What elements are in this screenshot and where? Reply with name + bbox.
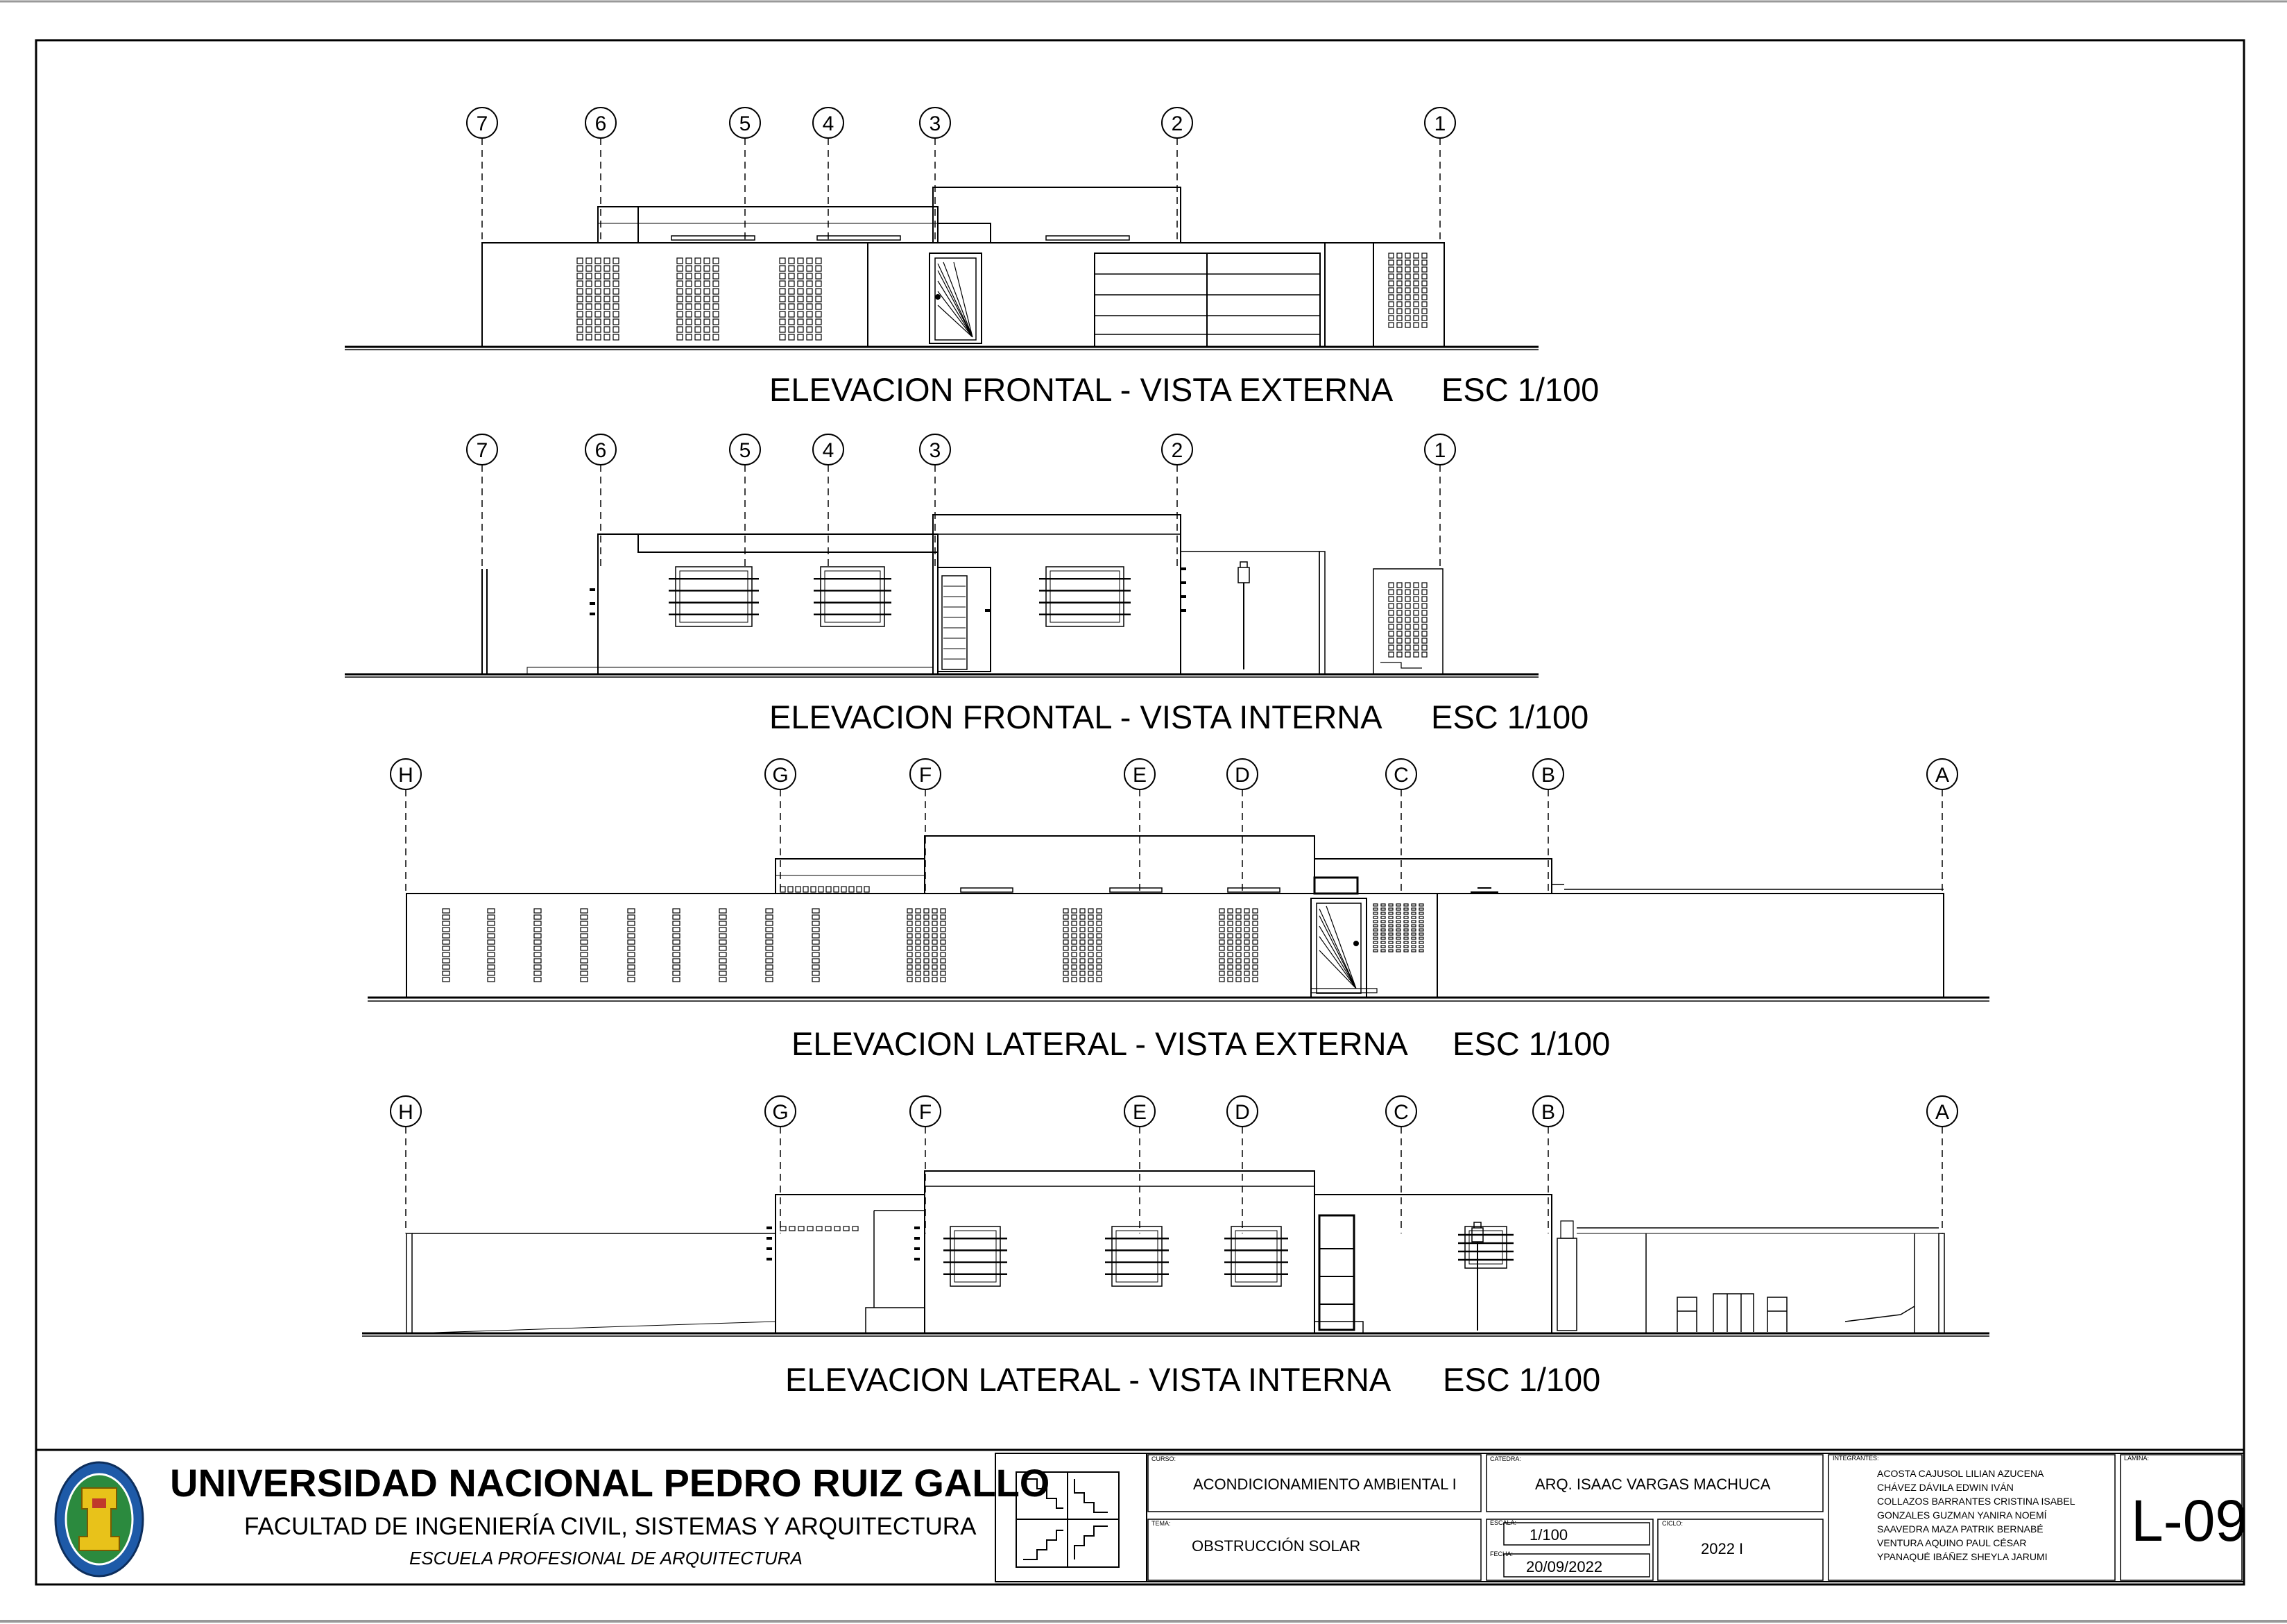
axis-label-7: 7 <box>476 439 488 462</box>
axis-label-a: A <box>1935 764 1950 787</box>
elevation-frontal-interna <box>345 434 1539 677</box>
ciclo-label: CICLO: <box>1662 1520 1684 1527</box>
university-logo <box>55 1462 143 1576</box>
integrante-name: ACOSTA CAJUSOL LILIAN AZUCENA <box>1877 1468 2044 1479</box>
escala-value: 1/100 <box>1530 1526 1568 1544</box>
axis-label-2: 2 <box>1171 439 1183 462</box>
axis-markers-lateral-interna <box>391 1096 1958 1233</box>
integrante-name: VENTURA AQUINO PAUL CÉSAR <box>1877 1537 2027 1548</box>
axis-markers-frontal-externa <box>467 108 1455 243</box>
axis-label-6: 6 <box>594 112 607 135</box>
axis-label-f: F <box>918 764 932 787</box>
axis-label-4: 4 <box>822 112 834 135</box>
integrante-name: SAAVEDRA MAZA PATRIK BERNABÉ <box>1877 1523 2044 1535</box>
axis-label-e: E <box>1132 1101 1147 1124</box>
title-block <box>36 1450 2247 1582</box>
axis-label-e: E <box>1132 764 1147 787</box>
axis-label-g: G <box>772 764 789 787</box>
axis-label-1: 1 <box>1434 112 1446 135</box>
axis-label-h: H <box>398 764 413 787</box>
drawing-scale-frontal-interna: ESC 1/100 <box>1431 699 1589 735</box>
integrante-name: GONZALES GUZMAN YANIRA NOEMÍ <box>1877 1510 2047 1521</box>
tema-label: TEMA: <box>1151 1520 1171 1527</box>
fecha-label: FECHA: <box>1490 1550 1514 1557</box>
axis-label-d: D <box>1235 1101 1250 1124</box>
faculty-name: FACULTAD DE INGENIERÍA CIVIL, SISTEMAS Y ARQUITECTURA <box>244 1513 977 1540</box>
axis-label-f: F <box>918 1101 932 1124</box>
catedra-value: ARQ. ISAAC VARGAS MACHUCA <box>1535 1476 1771 1493</box>
drawing-scale-frontal-externa: ESC 1/100 <box>1441 371 1600 408</box>
catedra-label: CATEDRA: <box>1490 1455 1521 1462</box>
axis-label-4: 4 <box>822 439 834 462</box>
elevation-lateral-externa <box>368 759 1989 1001</box>
axis-markers-frontal-interna <box>467 434 1455 569</box>
axis-label-3: 3 <box>929 439 941 462</box>
axis-label-b: B <box>1541 764 1556 787</box>
axis-label-1: 1 <box>1434 439 1446 462</box>
curso-value: ACONDICIONAMIENTO AMBIENTAL I <box>1193 1476 1457 1493</box>
drawing-scale-lateral-interna: ESC 1/100 <box>1443 1361 1601 1398</box>
axis-label-3: 3 <box>929 112 941 135</box>
axis-label-5: 5 <box>739 439 751 462</box>
elevation-lateral-interna <box>362 1096 1989 1336</box>
axis-label-g: G <box>772 1101 789 1124</box>
integrantes-list <box>1877 1468 2075 1562</box>
axis-label-7: 7 <box>476 112 488 135</box>
drawing-title-lateral-interna: ELEVACION LATERAL - VISTA INTERNA <box>785 1361 1391 1398</box>
drawing-title-frontal-externa: ELEVACION FRONTAL - VISTA EXTERNA <box>769 371 1394 408</box>
axis-label-5: 5 <box>739 112 751 135</box>
axis-label-2: 2 <box>1171 112 1183 135</box>
axis-label-c: C <box>1394 1101 1409 1124</box>
axis-label-h: H <box>398 1101 413 1124</box>
drawing-title-lateral-externa: ELEVACION LATERAL - VISTA EXTERNA <box>791 1025 1408 1062</box>
axis-label-6: 6 <box>594 439 607 462</box>
sheet-border <box>36 40 2244 1584</box>
drawing-title-frontal-interna: ELEVACION FRONTAL - VISTA INTERNA <box>769 699 1382 735</box>
school-name: ESCUELA PROFESIONAL DE ARQUITECTURA <box>409 1548 803 1569</box>
curso-label: CURSO: <box>1151 1455 1176 1462</box>
integrante-name: CHÁVEZ DÁVILA EDWIN IVÁN <box>1877 1482 2014 1493</box>
axis-label-d: D <box>1235 764 1250 787</box>
elevation-frontal-externa <box>345 108 1539 350</box>
lamina-label: LÁMINA: <box>2124 1455 2150 1462</box>
escala-label: ESCALA: <box>1490 1519 1517 1526</box>
axis-markers-lateral-externa <box>391 759 1958 894</box>
axis-label-c: C <box>1394 764 1409 787</box>
tema-value: OBSTRUCCIÓN SOLAR <box>1192 1537 1361 1555</box>
integrantes-label: INTEGRANTES: <box>1833 1455 1879 1462</box>
drawing-scale-lateral-externa: ESC 1/100 <box>1453 1025 1611 1062</box>
university-name: UNIVERSIDAD NACIONAL PEDRO RUIZ GALLO <box>170 1461 1050 1505</box>
axis-label-a: A <box>1935 1101 1950 1124</box>
lamina-number: L-09 <box>2131 1488 2248 1553</box>
axis-label-b: B <box>1541 1101 1556 1124</box>
integrante-name: COLLAZOS BARRANTES CRISTINA ISABEL <box>1877 1496 2075 1507</box>
integrante-name: YPANAQUÉ IBÁÑEZ SHEYLA JARUMI <box>1877 1551 2048 1562</box>
ciclo-value: 2022 I <box>1701 1540 1744 1557</box>
fecha-value: 20/09/2022 <box>1526 1558 1603 1575</box>
